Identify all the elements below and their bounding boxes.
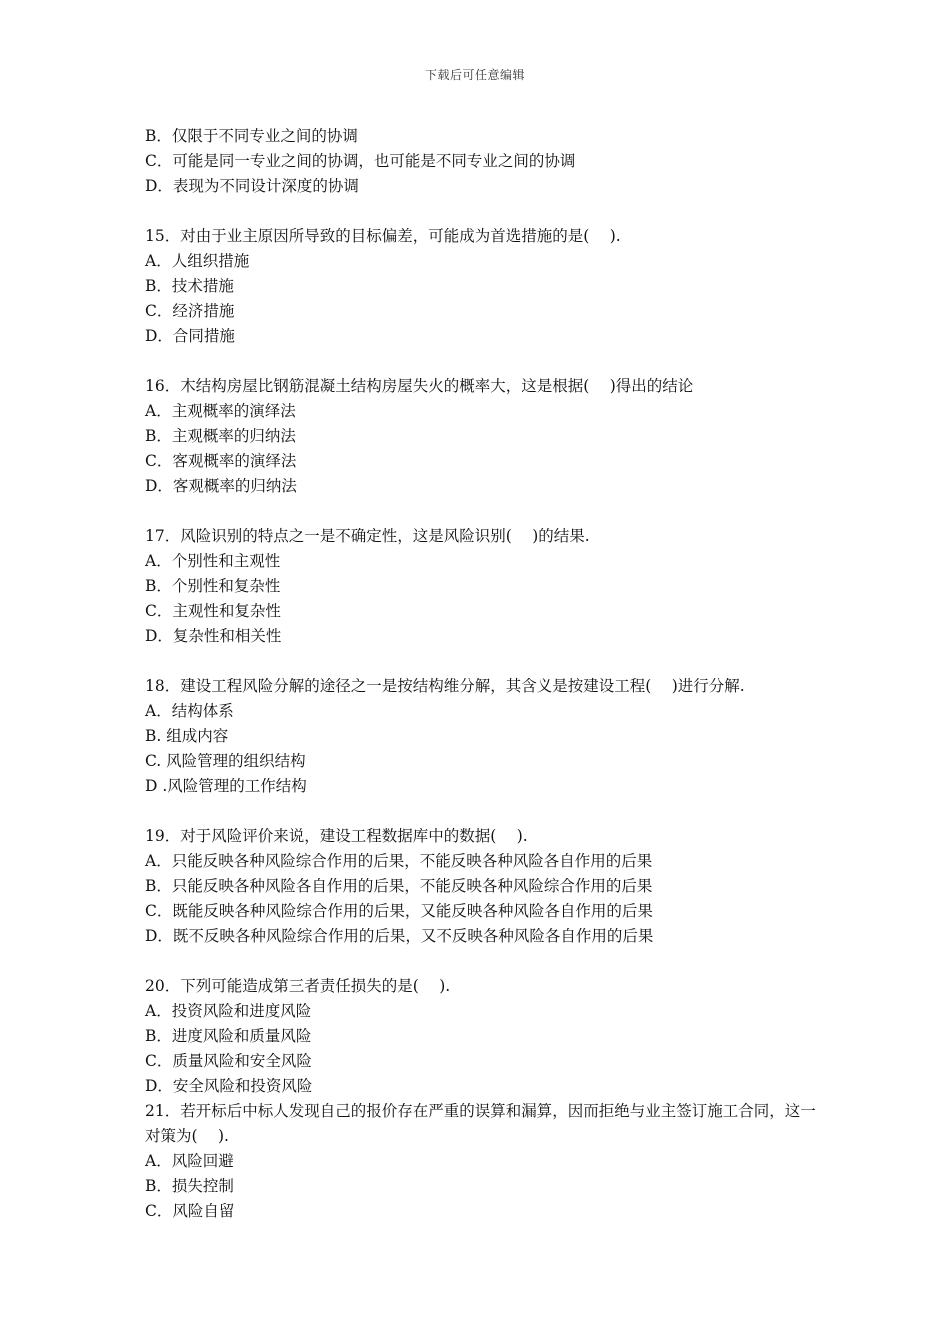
spacer (145, 649, 825, 674)
option-b: B．只能反映各种风险各自作用的后果，不能反映各种风险综合作用的后果 (145, 877, 653, 895)
question-block-18 (145, 674, 825, 799)
question-text: 16．木结构房屋比钢筋混凝土结构房屋失火的概率大，这是根据( )得出的结论 (145, 377, 694, 395)
option-a: A．人组织措施 (145, 252, 250, 270)
option-b: B．仅限于不同专业之间的协调 (145, 127, 358, 145)
spacer (145, 949, 825, 974)
option-d: D .风险管理的工作结构 (145, 777, 307, 795)
question-block-19 (145, 824, 825, 949)
option-a: A．风险回避 (145, 1152, 234, 1170)
spacer (145, 499, 825, 524)
option-c: C. 风险管理的组织结构 (145, 752, 306, 770)
spacer (145, 199, 825, 224)
page-header: 下载后可任意编辑 (424, 68, 525, 82)
option-a: A．个别性和主观性 (145, 552, 281, 570)
option-c: C．质量风险和安全风险 (145, 1052, 312, 1070)
option-d: D．表现为不同设计深度的协调 (145, 177, 359, 195)
option-a: A．投资风险和进度风险 (145, 1002, 312, 1020)
question-text: 19．对于风险评价来说，建设工程数据库中的数据( ). (145, 827, 528, 845)
question-block-14-continued (145, 124, 825, 199)
question-block-17 (145, 524, 825, 649)
question-block-16 (145, 374, 825, 499)
option-b: B．损失控制 (145, 1177, 234, 1195)
option-d: D．客观概率的归纳法 (145, 477, 297, 495)
question-block-21 (145, 1099, 825, 1224)
question-text: 17．风险识别的特点之一是不确定性，这是风险识别( )的结果. (145, 527, 590, 545)
option-c: C．经济措施 (145, 302, 235, 320)
option-b: B．个别性和复杂性 (145, 577, 281, 595)
document-body (145, 124, 825, 1224)
question-block-15 (145, 224, 825, 349)
option-d: D．既不反映各种风险综合作用的后果，又不反映各种风险各自作用的后果 (145, 927, 654, 945)
question-text: 18．建设工程风险分解的途径之一是按结构维分解，其含义是按建设工程( )进行分解. (145, 677, 745, 695)
question-text: 20．下列可能造成第三者责任损失的是( ). (145, 977, 451, 995)
question-text: 15．对由于业主原因所导致的目标偏差，可能成为首选措施的是( ). (145, 227, 621, 245)
question-text: 21．若开标后中标人发现自己的报价存在严重的误算和漏算，因而拒绝与业主签订施工合同，这一对策为( ). (145, 1102, 816, 1145)
option-b: B．进度风险和质量风险 (145, 1027, 312, 1045)
spacer (145, 799, 825, 824)
option-a: A．只能反映各种风险综合作用的后果，不能反映各种风险各自作用的后果 (145, 852, 653, 870)
option-c: C．客观概率的演绎法 (145, 452, 297, 470)
spacer (145, 349, 825, 374)
option-d: D．安全风险和投资风险 (145, 1077, 313, 1095)
option-a: A．主观概率的演绎法 (145, 402, 296, 420)
option-c: C．可能是同一专业之间的协调，也可能是不同专业之间的协调 (145, 152, 576, 170)
option-c: C．主观性和复杂性 (145, 602, 281, 620)
option-c: C．既能反映各种风险综合作用的后果，又能反映各种风险各自作用的后果 (145, 902, 653, 920)
option-d: D．复杂性和相关性 (145, 627, 282, 645)
option-c: C．风险自留 (145, 1202, 235, 1220)
option-b: B．主观概率的归纳法 (145, 427, 296, 445)
question-block-20 (145, 974, 825, 1099)
option-b: B．技术措施 (145, 277, 234, 295)
option-a: A．结构体系 (145, 702, 234, 720)
option-b: B. 组成内容 (145, 727, 229, 745)
option-d: D．合同措施 (145, 327, 235, 345)
